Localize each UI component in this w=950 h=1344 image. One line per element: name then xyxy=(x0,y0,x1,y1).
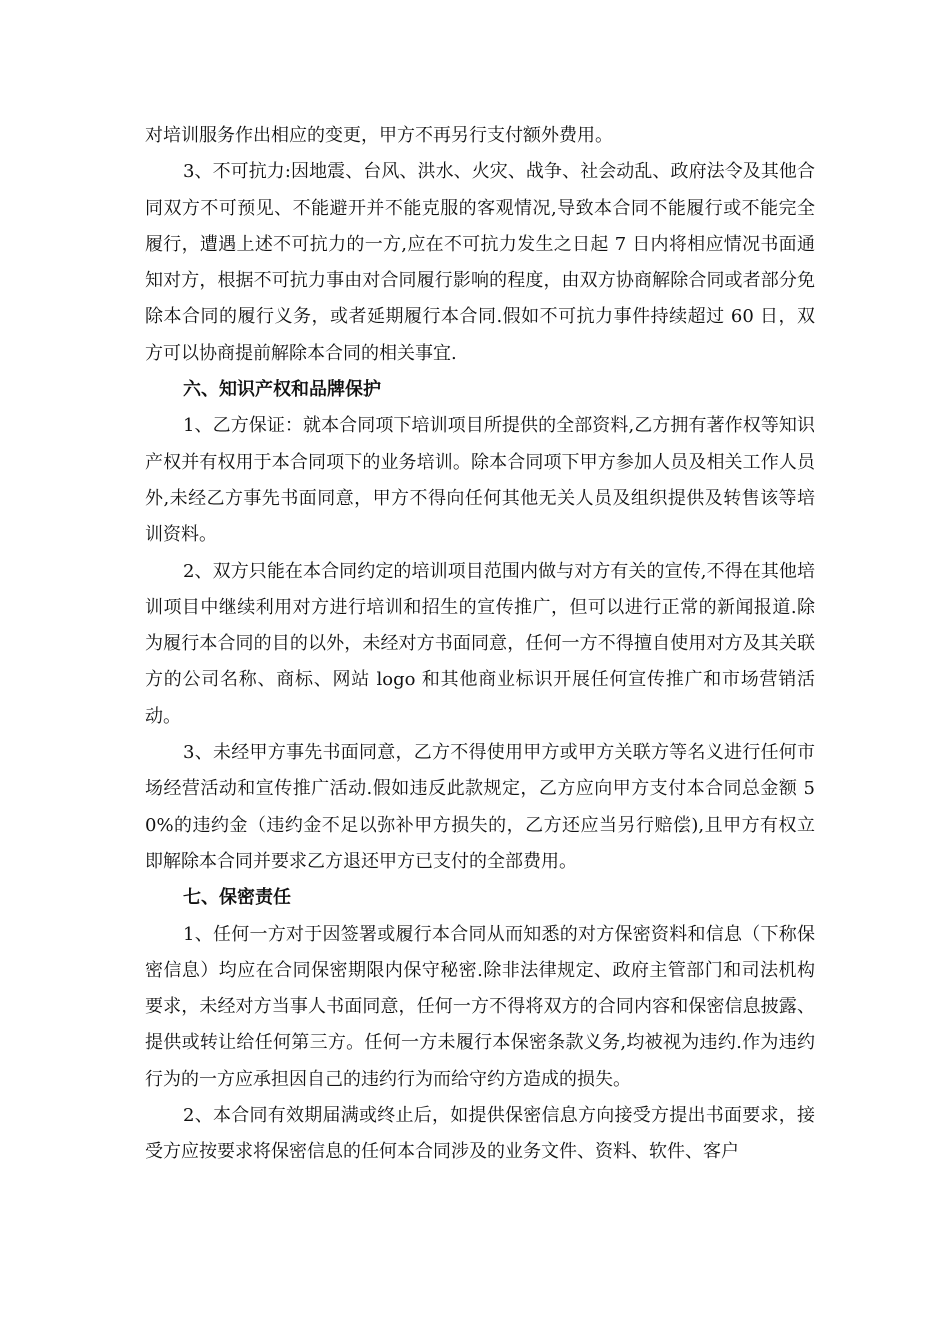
section-heading-ip: 六、知识产权和品牌保护 xyxy=(183,379,381,401)
paragraph-ip-3: 3、未经甲方事先书面同意，乙方不得使用甲方或甲方关联方等名义进行任何市场经营活动和宣传推广活动.假如违反此款规定，乙方应向甲方支付本合同总金额 50%的违约金（违约金不足以弥补甲方损失的，乙方还应当另行赔偿),且甲方有权立即解除本合同并要求乙方退还甲方已支付的全部费用。 xyxy=(145,742,815,872)
document-body xyxy=(145,118,815,1171)
paragraph-force-majeure: 3、不可抗力:因地震、台风、洪水、火灾、战争、社会动乱、政府法令及其他合同双方不可预见、不能避开并不能克服的客观情况,导致本合同不能履行或不能完全履行，遭遇上述不可抗力的一方,应在不可抗力发生之日起 7 日内将相应情况书面通知对方，根据不可抗力事由对合同履行影响的程度，由双方协商解除合同或者部分免除本合同的履行义务，或者延期履行本合同.假如不可抗力事件持续超过 60 日，双方可以协商提前解除本合同的相关事宜. xyxy=(145,161,815,364)
paragraph-ip-1: 1、乙方保证：就本合同项下培训项目所提供的全部资料,乙方拥有著作权等知识产权并有权用于本合同项下的业务培训。除本合同项下甲方参加人员及相关工作人员外,未经乙方事先书面同意，甲方不得向任何其他无关人员及组织提供及转售该等培训资料。 xyxy=(145,415,815,546)
section-heading-confidentiality: 七、保密责任 xyxy=(183,887,291,909)
paragraph-continuation: 对培训服务作出相应的变更，甲方不再另行支付额外费用。 xyxy=(145,125,613,146)
paragraph-ip-2: 2、双方只能在本合同约定的培训项目范围内做与对方有关的宣传,不得在其他培训项目中继续利用对方进行培训和招生的宣传推广，但可以进行正常的新闻报道.除为履行本合同的目的以外，未经对方书面同意，任何一方不得擅自使用对方及其关联方的公司名称、商标、网站 logo 和其他商业标识开展任何宣传推广和市场营销活动。 xyxy=(145,560,815,727)
paragraph-confidentiality-2: 2、本合同有效期届满或终止后，如提供保密信息方向接受方提出书面要求，接受方应按要求将保密信息的任何本合同涉及的业务文件、资料、软件、客户 xyxy=(145,1105,815,1163)
paragraph-confidentiality-1: 1、任何一方对于因签署或履行本合同从而知悉的对方保密资料和信息（下称保密信息）均应在合同保密期限内保守秘密.除非法律规定、政府主管部门和司法机构要求，未经对方当事人书面同意，任何一方不得将双方的合同内容和保密信息披露、提供或转让给任何第三方。任何一方未履行本保密条款义务,均被视为违约.作为违约行为的一方应承担因自己的违约行为而给守约方造成的损失。 xyxy=(145,923,815,1090)
